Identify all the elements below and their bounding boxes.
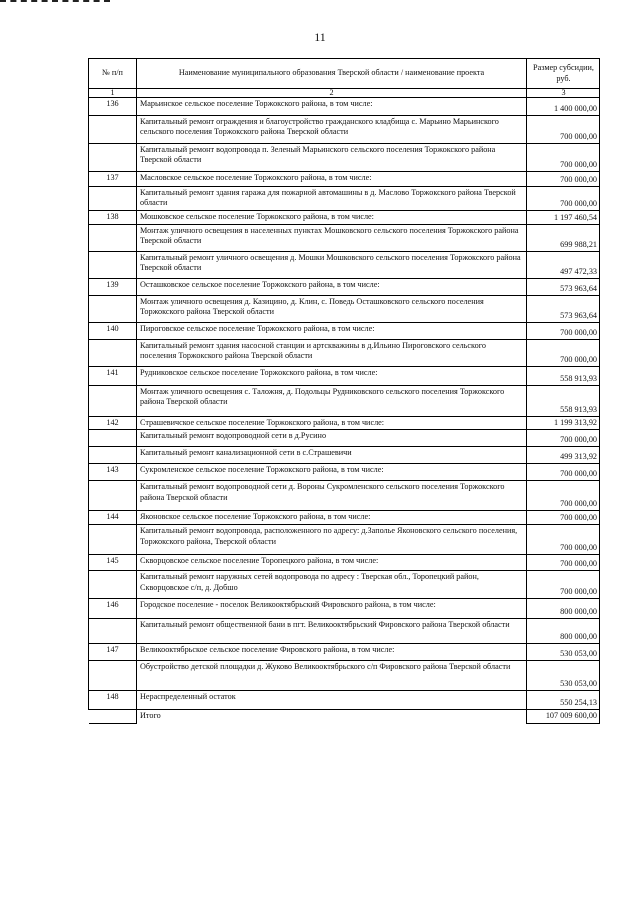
- table-row: [89, 447, 600, 464]
- total-number-cell: [89, 710, 137, 723]
- row-name: Капитальный ремонт водопровода п. Зеленый Марьинского сельского поселения Торжокского района Тверской области: [137, 144, 527, 172]
- row-amount: 700 000,00: [527, 116, 600, 144]
- row-name: Капитальный ремонт здания гаража для пожарной автомашины в д. Маслово Торжокского района Тверской области: [137, 187, 527, 211]
- row-amount: 700 000,00: [527, 481, 600, 511]
- table-row: [89, 619, 600, 644]
- row-amount: 699 988,21: [527, 225, 600, 252]
- row-amount: 573 963,64: [527, 296, 600, 323]
- row-number: 146: [89, 599, 137, 619]
- row-amount: 550 254,13: [527, 691, 600, 710]
- row-number: [89, 144, 137, 172]
- row-name: Сукромленское сельское поселение Торжокского района, в том числе:: [137, 464, 527, 481]
- table-row: [89, 144, 600, 172]
- table-header-row: [89, 59, 600, 89]
- row-number: [89, 430, 137, 447]
- total-row: [89, 710, 600, 723]
- row-name: Капитальный ремонт водопроводной сети в д.Русино: [137, 430, 527, 447]
- row-number: [89, 252, 137, 279]
- row-amount: 530 053,00: [527, 644, 600, 661]
- table-row: [89, 511, 600, 525]
- row-amount: 1 197 460,54: [527, 211, 600, 225]
- row-amount: 700 000,00: [527, 144, 600, 172]
- row-name: Капитальный ремонт наружных сетей водопровода по адресу : Тверская обл., Торопецкий район, Скворцовское с/п, д. Добшо: [137, 571, 527, 599]
- row-number: [89, 187, 137, 211]
- table-row: [89, 116, 600, 144]
- row-name: Великооктябрьское сельское поселение Фировского района, в том числе:: [137, 644, 527, 661]
- row-amount: 1 400 000,00: [527, 98, 600, 116]
- row-amount: 700 000,00: [527, 464, 600, 481]
- row-number: 139: [89, 279, 137, 296]
- row-amount: 700 000,00: [527, 571, 600, 599]
- row-name: Масловское сельское поселение Торжокского района, в том числе:: [137, 172, 527, 187]
- row-name: Обустройство детской площадки д. Жуково Великооктябрьского с/п Фировского района Тверской области: [137, 661, 527, 691]
- table-row: [89, 296, 600, 323]
- row-number: 142: [89, 417, 137, 430]
- row-name: Капитальный ремонт здания насосной станции и артскважины в д.Ильино Пироговского сельского поселения Торжокского района Тверской области: [137, 340, 527, 367]
- row-amount: 700 000,00: [527, 511, 600, 525]
- row-number: 140: [89, 323, 137, 340]
- row-name: Марьинское сельское поселение Торжокского района, в том числе:: [137, 98, 527, 116]
- row-number: 141: [89, 367, 137, 386]
- row-amount: 530 053,00: [527, 661, 600, 691]
- row-number: [89, 447, 137, 464]
- row-number: 144: [89, 511, 137, 525]
- row-name: Капитальный ремонт канализационной сети в с.Страшевичи: [137, 447, 527, 464]
- table-row: [89, 555, 600, 571]
- table-body: [89, 98, 600, 710]
- row-name: Яконовское сельское поселение Торжокского района, в том числе:: [137, 511, 527, 525]
- row-number: [89, 225, 137, 252]
- table-row: [89, 98, 600, 116]
- table-row: [89, 661, 600, 691]
- row-number: 148: [89, 691, 137, 710]
- scan-edge-mark: [0, 0, 110, 7]
- row-amount: 700 000,00: [527, 340, 600, 367]
- row-name: Рудниковское сельское поселение Торжокского района, в том числе:: [137, 367, 527, 386]
- row-name: Пироговское сельское поселение Торжокского района, в том числе:: [137, 323, 527, 340]
- row-number: 147: [89, 644, 137, 661]
- table-row: [89, 430, 600, 447]
- page-number: 11: [314, 30, 326, 44]
- row-number: [89, 525, 137, 555]
- row-amount: 1 199 313,92: [527, 417, 600, 430]
- row-name: Капитальный ремонт водопроводной сети д. Вороны Сукромленского сельского поселения Торжокского района Тверской области: [137, 481, 527, 511]
- row-amount: 558 913,93: [527, 386, 600, 417]
- row-number: [89, 661, 137, 691]
- table-row: [89, 599, 600, 619]
- row-number: [89, 571, 137, 599]
- row-number: 145: [89, 555, 137, 571]
- row-amount: 700 000,00: [527, 555, 600, 571]
- row-number: 138: [89, 211, 137, 225]
- row-amount: 800 000,00: [527, 599, 600, 619]
- row-name: Страшевичское сельское поселение Торжокского района, в том числе:: [137, 417, 527, 430]
- table-row: [89, 252, 600, 279]
- row-amount: 700 000,00: [527, 323, 600, 340]
- table-row: [89, 481, 600, 511]
- row-name: Монтаж уличного освещения в населенных пунктах Мошковского сельского поселения Торжокского района Тверской области: [137, 225, 527, 252]
- table-row: [89, 340, 600, 367]
- table-row: [89, 417, 600, 430]
- header-name: Наименование муниципального образования Тверской области / наименование проекта: [137, 59, 527, 89]
- row-number: 137: [89, 172, 137, 187]
- table-row: [89, 691, 600, 710]
- column-index-row: [89, 89, 600, 98]
- table-row: [89, 323, 600, 340]
- row-amount: 700 000,00: [527, 525, 600, 555]
- row-amount: 800 000,00: [527, 619, 600, 644]
- row-name: Монтаж уличного освещения с. Таложня, д. Подольцы Рудниковского сельского поселения Торжокского района Тверской области: [137, 386, 527, 417]
- row-number: [89, 481, 137, 511]
- row-amount: 497 472,33: [527, 252, 600, 279]
- table-row: [89, 464, 600, 481]
- table-row: [89, 367, 600, 386]
- row-number: [89, 386, 137, 417]
- column-index-2: 2: [137, 89, 527, 98]
- header-number: № п/п: [89, 59, 137, 89]
- column-index-3: 3: [527, 89, 600, 98]
- table-row: [89, 187, 600, 211]
- column-index-1: 1: [89, 89, 137, 98]
- table-row: [89, 644, 600, 661]
- row-number: [89, 619, 137, 644]
- table-row: [89, 386, 600, 417]
- row-name: Городское поселение - поселок Великооктябрьский Фировского района, в том числе:: [137, 599, 527, 619]
- row-amount: 700 000,00: [527, 172, 600, 187]
- row-name: Капитальный ремонт водопровода, расположенного по адресу: д.Заполье Яконовского сельского поселения, Торжокского района, Тверской области: [137, 525, 527, 555]
- table-row: [89, 525, 600, 555]
- row-number: [89, 116, 137, 144]
- row-name: Скворцовское сельское поселение Торопецкого района, в том числе:: [137, 555, 527, 571]
- row-number: 136: [89, 98, 137, 116]
- row-name: Монтаж уличного освещения д. Казицино, д. Клин, с. Поведь Осташковского сельского поселения Торжокского района Тверской области: [137, 296, 527, 323]
- table-row: [89, 571, 600, 599]
- row-amount: 558 913,93: [527, 367, 600, 386]
- header-amount: Размер субсидии, руб.: [527, 59, 600, 89]
- row-number: 143: [89, 464, 137, 481]
- row-amount: 700 000,00: [527, 187, 600, 211]
- total-label: Итого: [137, 710, 527, 723]
- row-number: [89, 296, 137, 323]
- row-name: Капитальный ремонт общественной бани в пгт. Великооктябрьский Фировского района Тверской области: [137, 619, 527, 644]
- row-name: Капитальный ремонт уличного освещения д. Мошки Мошковского сельского поселения Торжокского района Тверской области: [137, 252, 527, 279]
- table-row: [89, 211, 600, 225]
- row-number: [89, 340, 137, 367]
- row-name: Мошковское сельское поселение Торжокского района, в том числе:: [137, 211, 527, 225]
- table-row: [89, 225, 600, 252]
- row-amount: 700 000,00: [527, 430, 600, 447]
- row-name: Нераспределенный остаток: [137, 691, 527, 710]
- row-amount: 573 963,64: [527, 279, 600, 296]
- table-row: [89, 279, 600, 296]
- total-amount: 107 009 600,00: [527, 710, 600, 723]
- subsidy-table: [88, 58, 600, 724]
- table-row: [89, 172, 600, 187]
- row-name: Капитальный ремонт ограждения и благоустройство гражданского кладбища с. Марьино Марьинского сельского поселения Торжокского района Тверской области: [137, 116, 527, 144]
- row-name: Осташковское сельское поселение Торжокского района, в том числе:: [137, 279, 527, 296]
- row-amount: 499 313,92: [527, 447, 600, 464]
